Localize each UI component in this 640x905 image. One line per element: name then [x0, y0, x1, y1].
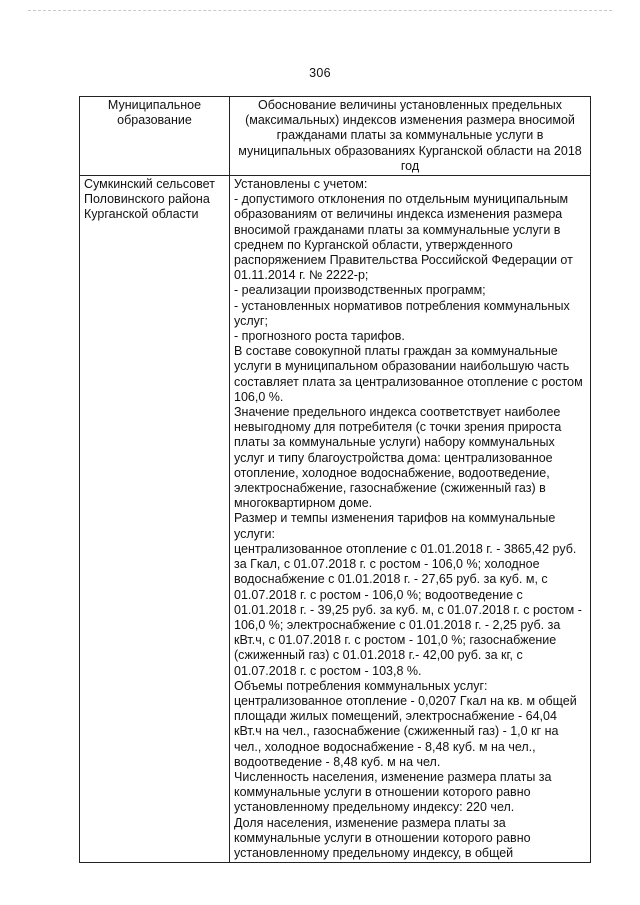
- header-justification: Обоснование величины установленных предельных (максимальных) индексов изменения размера вносимой гражданами платы за коммунальные услуги в муниципальных образованиях Курганской области на 2018 год: [230, 97, 591, 176]
- scan-edge-line: [28, 10, 612, 11]
- table-row: [80, 176, 591, 863]
- paragraph-tariffs: централизованное отопление с 01.01.2018 г. - 3865,42 руб. за Гкал, с 01.07.2018 г. с ростом - 106,0 %; холодное водоснабжение с 01.01.2018 г. - 27,65 руб. за куб. м, с 01.07.2018 г. с ростом - 106,0 %; водоотведение с 01.01.2018 г. - 39,25 руб. за куб. м, с 01.07.2018 г. с ростом - 106,0 %; электроснабжение с 01.01.2018 г. - 2,25 руб. за кВт.ч, с 01.07.2018 г. с ростом - 101,0 %; газоснабжение (сжиженный газ) с 01.01.2018 г.- 42,00 руб. за кг, с 01.07.2018 г. с ростом - 103,8 %.: [234, 541, 582, 678]
- paragraph-largest-share: В составе совокупной платы граждан за коммунальные услуги в муниципальном образовании наибольшую часть составляет плата за централизованное отопление с ростом 106,0 %.: [234, 344, 583, 404]
- paragraph-volumes: централизованное отопление - 0,0207 Гкал на кв. м общей площади жилых помещений, электроснабжение - 64,04 кВт.ч на чел., газоснабжение (сжиженный газ) - 1,0 кг на чел., холодное водоснабжение - 8,48 куб. м на чел., водоотведение - 8,48 куб. м на чел.: [234, 693, 577, 769]
- paragraph-index-value: Значение предельного индекса соответствует наиболее невыгодному для потребителя (с точки зрения прироста платы за коммунальные услуги) набору коммунальных услуг и типу благоустройства дома: централизованное отопление, холодное водоснабжение, водоотведение, электроснабжение, газоснабжение (сжиженный газ) в многоквартирном доме.: [234, 405, 562, 511]
- paragraph-basis: Установлены с учетом:: [234, 177, 368, 192]
- header-municipality: Муниципальное образование: [80, 97, 230, 176]
- page-number: 306: [309, 66, 331, 80]
- paragraph-volumes-heading: Объемы потребления коммунальных услуг:: [234, 678, 488, 693]
- paragraph-tariffs-heading: Размер и темпы изменения тарифов на коммунальные услуги:: [234, 511, 556, 541]
- municipality-cell: Сумкинский сельсовет Половинского района Курганской области: [80, 176, 230, 863]
- justification-cell: [230, 176, 591, 863]
- paragraph-forecast: - прогнозного роста тарифов.: [234, 329, 405, 344]
- paragraph-population: Численность населения, изменение размера платы за коммунальные услуги в отношении которого равно установленному предельному индексу: 220 чел.: [234, 769, 552, 815]
- justification-table: [79, 96, 591, 863]
- table-header-row: [80, 97, 591, 176]
- paragraph-norms: - установленных нормативов потребления коммунальных услуг;: [234, 298, 570, 328]
- paragraph-programs: - реализации производственных программ;: [234, 283, 486, 298]
- paragraph-deviation: - допустимого отклонения по отдельным муниципальным образованиям от величины индекса изменения размера вносимой гражданами платы за коммунальные услуги в среднем по Курганской области, утвержденного распоряжением Правительства Российской Федерации от 01.11.2014 г. № 2222-р;: [234, 192, 573, 283]
- paragraph-population-share: Доля населения, изменение размера платы за коммунальные услуги в отношении которого равно установленному предельному индексу, в общей: [234, 815, 531, 860]
